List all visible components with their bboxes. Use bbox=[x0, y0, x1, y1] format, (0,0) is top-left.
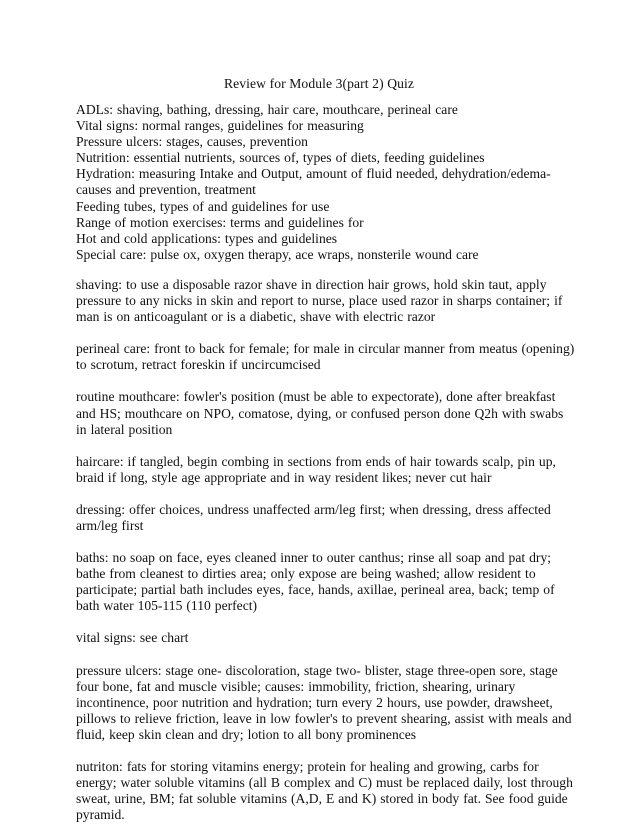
topic-hot-cold: Hot and cold applications: types and guidelines bbox=[76, 230, 338, 246]
section-haircare: haircare: if tangled, begin combing in sections from ends of hair towards scalp, pin up, braid if long, style age appropriate and in way resident likes; never cut hair bbox=[76, 453, 556, 485]
section-pressure-ulcers: pressure ulcers: stage one- discoloration, stage two- blister, stage three-open sore, stage four bone, fat and muscle visible; causes: immobility, friction, shearing, urinary incontinence, poor nutrition and hydration; turn every 2 hours, use powder, drawsheet, pillows to relieve friction, leave in low fowler's to prevent shearing, assist with meals and fluid, keep skin clean and dry; lotion to all bony prominences bbox=[76, 662, 572, 742]
topic-range-of-motion: Range of motion exercises: terms and guidelines for bbox=[76, 214, 364, 230]
section-perineal-care: perineal care: front to back for female; for male in circular manner from meatus (opening) to scrotum, retract foreskin if uncircumcised bbox=[76, 341, 575, 373]
section-shaving: shaving: to use a disposable razor shave in direction hair grows, hold skin taut, apply pressure to any nicks in skin and report to nurse, place used razor in sharps container; if man is on anticoagulant or is a diabetic, shave with electric razor bbox=[76, 276, 563, 325]
topic-hydration: Hydration: measuring Intake and Output, amount of fluid needed, dehydration/edema- causes and prevention, treatment bbox=[76, 166, 551, 198]
topic-special-care: Special care: pulse ox, oxygen therapy, ace wraps, nonsterile wound care bbox=[76, 246, 479, 262]
topic-nutrition: Nutrition: essential nutrients, sources of, types of diets, feeding guidelines bbox=[76, 150, 485, 166]
topic-list bbox=[76, 102, 576, 263]
topic-pressure-ulcers: Pressure ulcers: stages, causes, prevention bbox=[76, 134, 308, 150]
section-vital-signs: vital signs: see chart bbox=[76, 630, 189, 646]
page-title: Review for Module 3(part 2) Quiz bbox=[223, 76, 415, 91]
topic-adls: ADLs: shaving, bathing, dressing, hair care, mouthcare, perineal care bbox=[76, 102, 458, 117]
topic-vital-signs: Vital signs: normal ranges, guidelines for measuring bbox=[76, 118, 364, 134]
section-nutrition: nutriton: fats for storing vitamins energy; protein for healing and growing, carbs for energy; water soluble vitamins (all B complex and C) must be replaced daily, lost through sweat, urine, BM; fat soluble vitamins (A,D, E and K) stored in body fat. See food guide pyramid. bbox=[76, 759, 573, 823]
topic-feeding-tubes: Feeding tubes, types of and guidelines for use bbox=[76, 198, 330, 214]
section-baths: baths: no soap on face, eyes cleaned inner to outer canthus; rinse all soap and pat dry; bathe from cleanest to dirties area; only expose are being washed; allow resident to participate; partial bath includes eyes, face, hands, axillae, perineal area, back; temp of bath water 105-115 (110 perfect) bbox=[76, 550, 555, 614]
document-body bbox=[76, 102, 576, 823]
section-dressing: dressing: offer choices, undress unaffected arm/leg first; when dressing, dress affected arm/leg first bbox=[76, 501, 551, 533]
section-mouthcare: routine mouthcare: fowler's position (must be able to expectorate), done after breakfast and HS; mouthcare on NPO, comatose, dying, or confused person done Q2h with swabs in lateral position bbox=[76, 389, 564, 437]
